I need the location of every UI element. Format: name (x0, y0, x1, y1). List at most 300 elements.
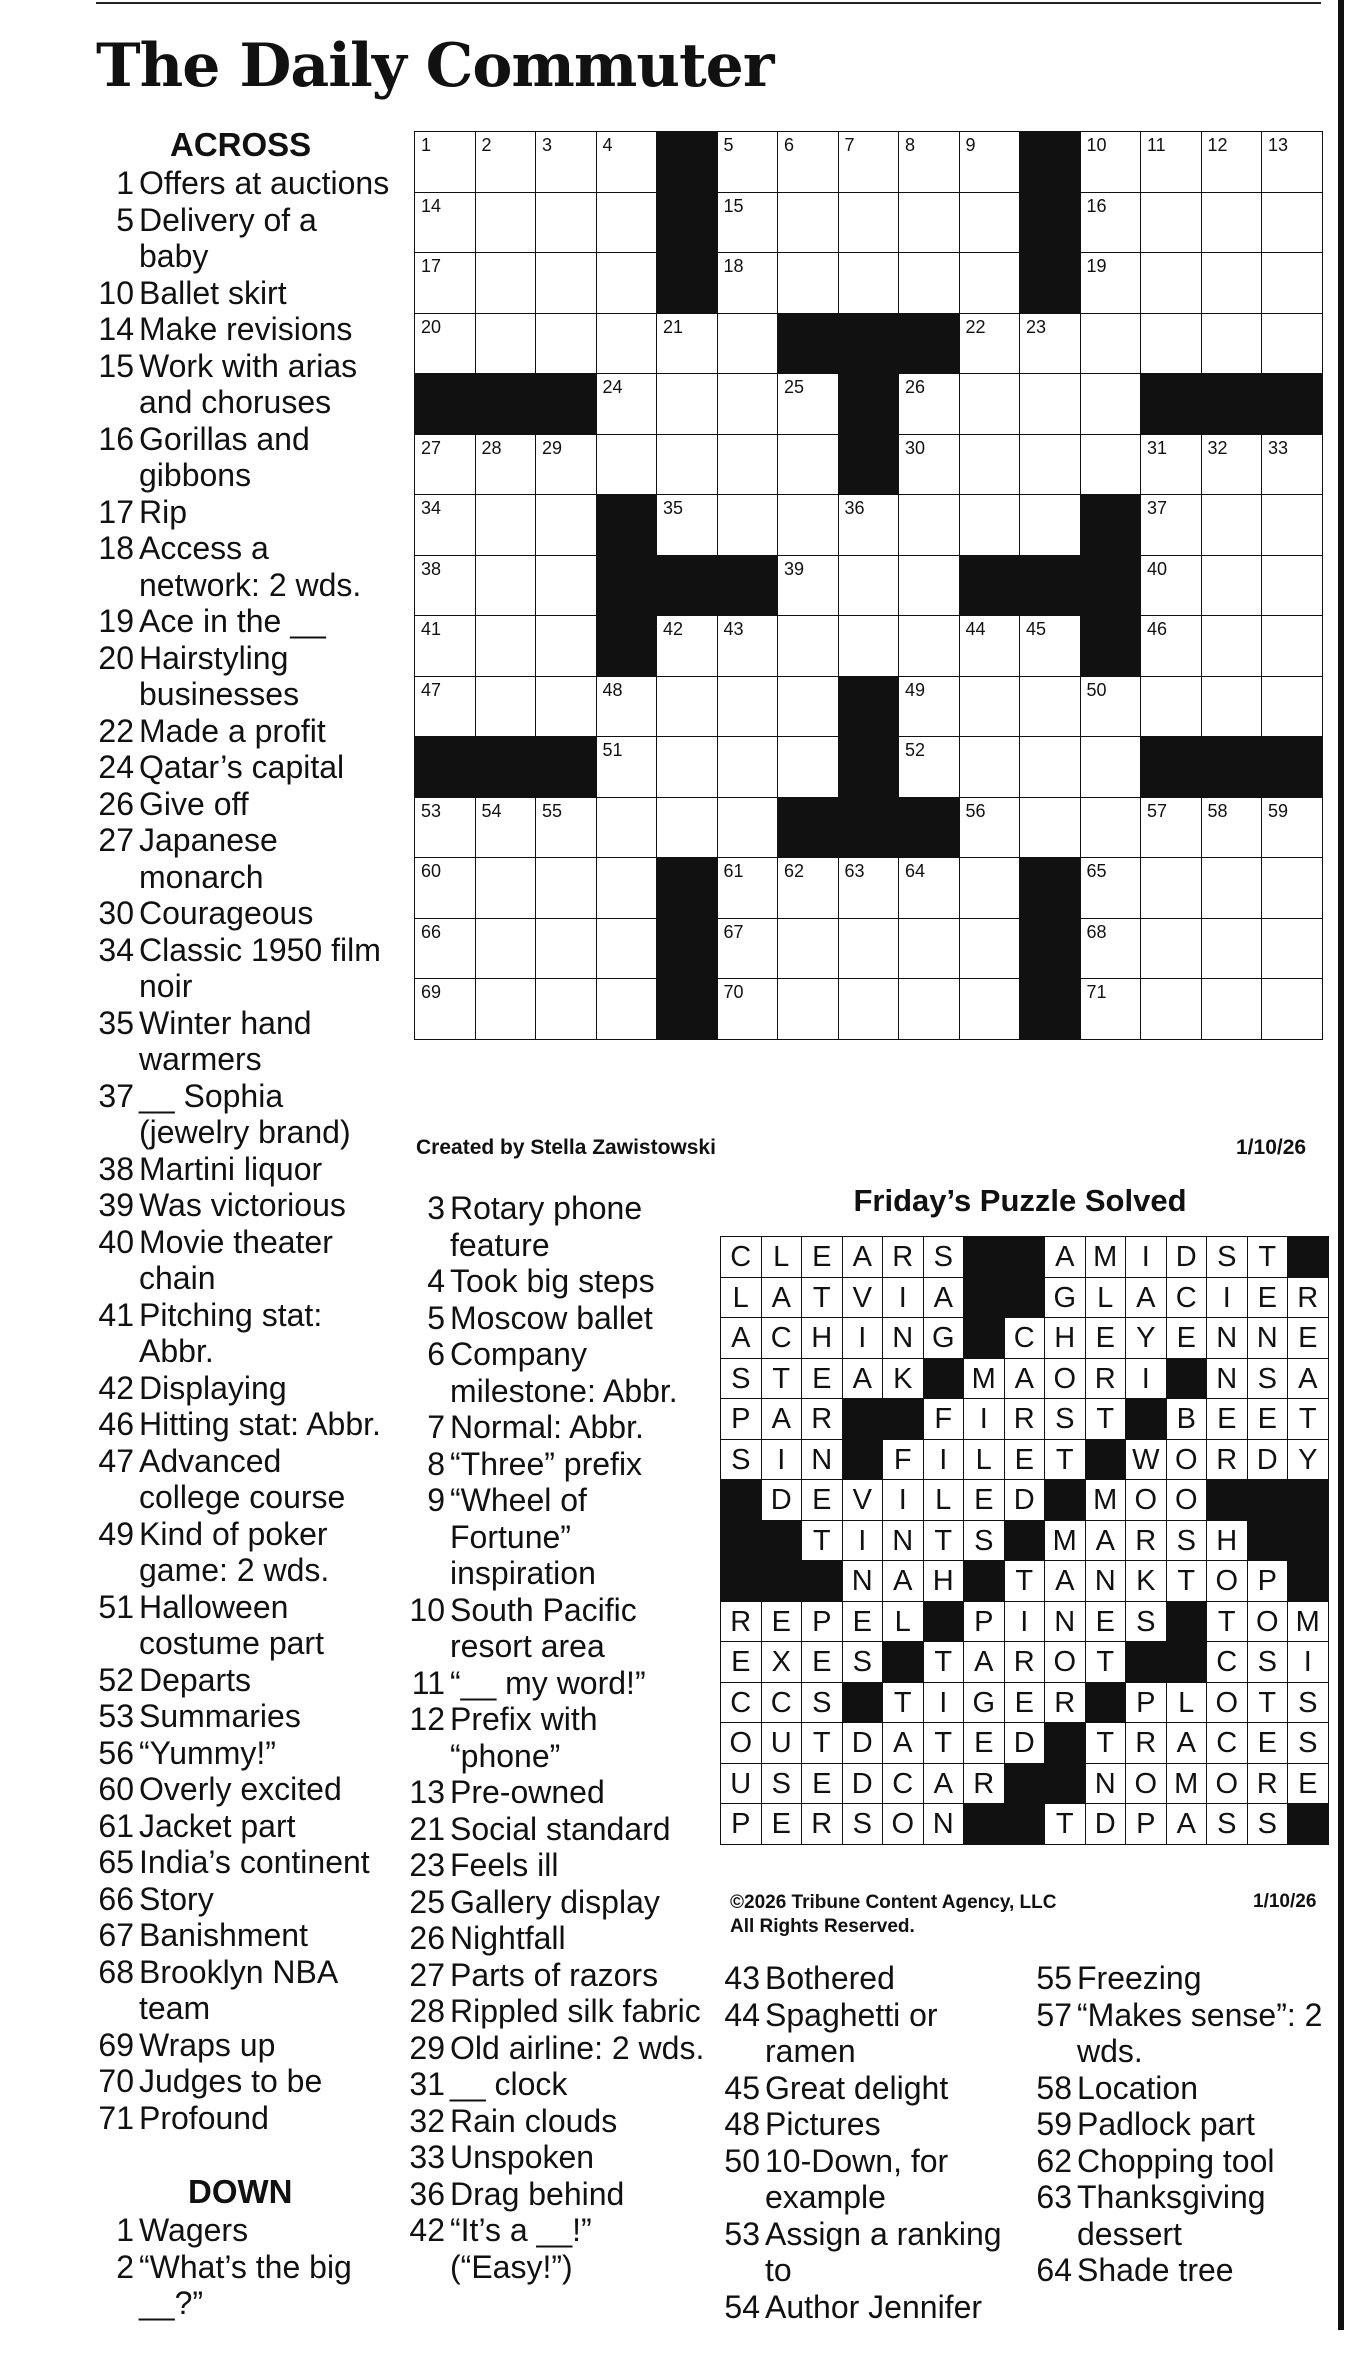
solved-letter: G (923, 1317, 965, 1359)
grid-cell[interactable] (838, 978, 900, 1040)
grid-cell[interactable] (1201, 918, 1263, 980)
grid-cell[interactable] (898, 615, 960, 677)
grid-cell[interactable] (717, 797, 779, 859)
grid-cell[interactable] (414, 676, 476, 738)
cell-number: 34 (421, 498, 442, 518)
grid-cell[interactable] (475, 797, 537, 859)
clue-item (405, 2176, 715, 2213)
grid-cell[interactable] (475, 252, 537, 314)
solved-black-square (963, 1317, 1005, 1359)
grid-cell[interactable] (475, 192, 537, 254)
grid-cell[interactable] (898, 373, 960, 435)
solved-letter: A (1004, 1358, 1046, 1400)
grid-cell[interactable] (838, 131, 900, 193)
clue-text: Padlock part (1077, 2106, 1255, 2142)
solved-letter: T (1206, 1601, 1248, 1643)
black-square (656, 252, 718, 314)
grid-cell[interactable] (1201, 615, 1263, 677)
clue-item (90, 1443, 390, 1516)
solved-letter: T (1085, 1398, 1127, 1440)
grid-cell[interactable] (414, 192, 476, 254)
grid-cell[interactable] (1140, 555, 1202, 617)
grid-cell[interactable] (596, 857, 658, 919)
grid-cell[interactable] (535, 131, 597, 193)
black-square (777, 797, 839, 859)
grid-cell[interactable] (717, 615, 779, 677)
grid-cell[interactable] (535, 192, 597, 254)
black-square (838, 373, 900, 435)
grid-cell[interactable] (959, 615, 1021, 677)
grid-cell[interactable] (1140, 978, 1202, 1040)
black-square (838, 313, 900, 375)
clue-text: Spaghetti or ramen (765, 1996, 938, 2069)
grid-cell[interactable] (1261, 555, 1323, 617)
clue-text: Thanksgiving dessert (1077, 2179, 1266, 2252)
grid-cell[interactable] (1140, 615, 1202, 677)
cell-number: 46 (1147, 619, 1168, 639)
grid-cell[interactable] (1080, 131, 1142, 193)
grid-cell[interactable] (414, 555, 476, 617)
grid-cell[interactable] (475, 131, 537, 193)
grid-cell[interactable] (898, 857, 960, 919)
grid-cell[interactable] (656, 736, 718, 798)
grid-cell[interactable] (656, 676, 718, 738)
grid-cell[interactable] (1080, 978, 1142, 1040)
grid-cell[interactable] (475, 676, 537, 738)
black-square (414, 736, 476, 798)
grid-cell[interactable] (898, 918, 960, 980)
solved-letter: R (963, 1763, 1005, 1805)
grid-cell[interactable] (1261, 857, 1323, 919)
black-square (1019, 252, 1081, 314)
grid-cell[interactable] (1080, 434, 1142, 496)
grid-cell[interactable] (1080, 192, 1142, 254)
solved-letter: R (1125, 1520, 1167, 1562)
cell-number: 47 (421, 679, 442, 700)
grid-cell[interactable] (596, 918, 658, 980)
solved-black-square (761, 1560, 803, 1602)
solved-letter: E (1085, 1601, 1127, 1643)
grid-cell[interactable] (414, 918, 476, 980)
solved-letter: E (761, 1601, 803, 1643)
grid-cell[interactable] (777, 252, 839, 314)
solved-letter: R (1206, 1439, 1248, 1481)
cell-number: 44 (965, 619, 986, 639)
grid-cell[interactable] (414, 252, 476, 314)
cell-number: 55 (542, 800, 563, 821)
grid-cell[interactable] (1261, 434, 1323, 496)
solved-black-square (882, 1398, 924, 1440)
grid-cell[interactable] (959, 918, 1021, 980)
grid-cell[interactable] (414, 857, 476, 919)
clue-text: Wraps up (139, 2026, 276, 2063)
grid-cell[interactable] (1201, 192, 1263, 254)
clue-number: 2 (116, 2248, 134, 2285)
grid-cell[interactable] (1201, 676, 1263, 738)
grid-cell[interactable] (1261, 797, 1323, 859)
grid-cell[interactable] (959, 192, 1021, 254)
solved-letter: L (963, 1439, 1005, 1481)
grid-cell[interactable] (475, 434, 537, 496)
grid-cell[interactable] (596, 252, 658, 314)
grid-cell[interactable] (1201, 131, 1263, 193)
grid-cell[interactable] (1080, 918, 1142, 980)
grid-cell[interactable] (898, 131, 960, 193)
grid-cell[interactable] (777, 857, 839, 919)
solved-letter: I (1125, 1358, 1167, 1400)
clue-number: 29 (409, 2029, 445, 2066)
grid-cell[interactable] (1080, 373, 1142, 435)
grid-cell[interactable] (717, 131, 779, 193)
solved-black-square (963, 1803, 1005, 1845)
grid-cell[interactable] (1261, 676, 1323, 738)
grid-cell[interactable] (898, 555, 960, 617)
grid-cell[interactable] (475, 615, 537, 677)
grid-cell[interactable] (717, 252, 779, 314)
clue-number: 41 (98, 1296, 134, 1333)
grid-cell[interactable] (414, 615, 476, 677)
grid-cell[interactable] (898, 978, 960, 1040)
across-clues (90, 125, 390, 2322)
black-square (475, 373, 537, 435)
grid-cell[interactable] (898, 736, 960, 798)
solved-letter: S (1166, 1520, 1208, 1562)
grid-cell[interactable] (898, 676, 960, 738)
solved-letter: A (923, 1277, 965, 1319)
grid-cell[interactable] (1140, 252, 1202, 314)
cell-number: 35 (663, 498, 684, 518)
grid-cell[interactable] (717, 494, 779, 556)
solved-letter: S (842, 1641, 884, 1683)
clue-item (90, 749, 390, 786)
grid-cell[interactable] (959, 676, 1021, 738)
clue-text: Delivery of a baby (139, 201, 317, 274)
clue-number: 49 (98, 1515, 134, 1552)
grid-cell[interactable] (1019, 373, 1081, 435)
grid-cell[interactable] (475, 555, 537, 617)
grid-cell[interactable] (656, 434, 718, 496)
clue-text: South Pacific resort area (450, 1591, 637, 1664)
solved-black-square (842, 1439, 884, 1481)
grid-cell[interactable] (1140, 494, 1202, 556)
solved-black-square (761, 1520, 803, 1562)
solved-letter: S (842, 1803, 884, 1845)
grid-cell[interactable] (656, 615, 718, 677)
cell-number: 31 (1147, 437, 1168, 458)
grid-cell[interactable] (717, 676, 779, 738)
solved-letter: C (720, 1236, 762, 1278)
solved-letter: A (882, 1722, 924, 1764)
grid-cell[interactable] (596, 373, 658, 435)
grid-cell[interactable] (535, 555, 597, 617)
grid-cell[interactable] (1261, 978, 1323, 1040)
grid-cell[interactable] (535, 676, 597, 738)
grid-cell[interactable] (596, 434, 658, 496)
grid-cell[interactable] (1261, 494, 1323, 556)
grid-cell[interactable] (777, 615, 839, 677)
grid-cell[interactable] (535, 434, 597, 496)
grid-cell[interactable] (1080, 736, 1142, 798)
grid-cell[interactable] (656, 797, 718, 859)
solved-letter: O (1125, 1479, 1167, 1521)
grid-cell[interactable] (959, 797, 1021, 859)
grid-cell[interactable] (414, 797, 476, 859)
solved-letter: C (1166, 1277, 1208, 1319)
solved-letter: M (1085, 1236, 1127, 1278)
grid-cell[interactable] (1201, 252, 1263, 314)
grid-cell[interactable] (777, 373, 839, 435)
grid-cell[interactable] (656, 313, 718, 375)
grid-cell[interactable] (414, 313, 476, 375)
grid-cell[interactable] (1080, 797, 1142, 859)
grid-cell[interactable] (838, 555, 900, 617)
clue-number: 44 (724, 1996, 760, 2033)
cell-number: 25 (784, 377, 805, 397)
grid-cell[interactable] (1019, 615, 1081, 677)
clue-text: Make revisions (139, 311, 353, 347)
grid-cell[interactable] (898, 494, 960, 556)
grid-cell[interactable] (475, 857, 537, 919)
grid-cell[interactable] (1080, 313, 1142, 375)
grid-cell[interactable] (1201, 555, 1263, 617)
grid-cell[interactable] (475, 313, 537, 375)
clue-number: 33 (409, 2139, 445, 2175)
clue-number: 45 (724, 2069, 760, 2106)
clue-number: 22 (98, 712, 134, 749)
grid-cell[interactable] (717, 736, 779, 798)
solved-black-square (1004, 1803, 1046, 1845)
grid-cell[interactable] (777, 978, 839, 1040)
grid-cell[interactable] (838, 192, 900, 254)
grid-cell[interactable] (1201, 978, 1263, 1040)
clue-item (90, 1771, 390, 1808)
grid-cell[interactable] (596, 192, 658, 254)
cell-number: 30 (905, 437, 926, 458)
black-square (1080, 555, 1142, 617)
grid-cell[interactable] (959, 373, 1021, 435)
solved-letter: D (1166, 1236, 1208, 1278)
solved-letter: Y (1125, 1317, 1167, 1359)
clue-text: Brooklyn NBA team (139, 1953, 337, 2026)
clue-item (720, 1997, 1020, 2070)
down-clues-3 (720, 1960, 1020, 2325)
grid-cell[interactable] (1261, 131, 1323, 193)
solved-letter: S (1247, 1641, 1289, 1683)
clue-text: Shade tree (1077, 2252, 1234, 2288)
solved-black-square (1247, 1520, 1289, 1562)
grid-cell[interactable] (1201, 857, 1263, 919)
solved-letter: L (923, 1479, 965, 1521)
clue-item (405, 1263, 715, 1300)
grid-cell[interactable] (1019, 494, 1081, 556)
clue-item (90, 640, 390, 713)
solved-letter: I (842, 1520, 884, 1562)
grid-cell[interactable] (596, 313, 658, 375)
grid-cell[interactable] (959, 131, 1021, 193)
clue-text: Summaries (139, 1698, 301, 1734)
clue-text: “Three” prefix (450, 1445, 643, 1482)
grid-cell[interactable] (838, 615, 900, 677)
clue-number: 13 (409, 1774, 445, 1810)
grid-cell[interactable] (777, 555, 839, 617)
grid-cell[interactable] (596, 676, 658, 738)
grid-cell[interactable] (1140, 192, 1202, 254)
grid-cell[interactable] (535, 615, 597, 677)
grid-cell[interactable] (717, 978, 779, 1040)
clue-item (90, 202, 390, 275)
cell-number: 27 (421, 437, 442, 458)
grid-cell[interactable] (717, 918, 779, 980)
grid-cell[interactable] (656, 494, 718, 556)
grid-cell[interactable] (717, 192, 779, 254)
grid-cell[interactable] (535, 252, 597, 314)
grid-cell[interactable] (475, 494, 537, 556)
solved-letter: C (1004, 1317, 1046, 1359)
grid-cell[interactable] (1261, 918, 1323, 980)
clue-item (405, 2212, 715, 2285)
grid-cell[interactable] (959, 252, 1021, 314)
grid-cell[interactable] (1140, 676, 1202, 738)
cell-number: 41 (421, 619, 442, 639)
grid-cell[interactable] (1261, 192, 1323, 254)
grid-cell[interactable] (1080, 857, 1142, 919)
grid-cell[interactable] (1201, 797, 1263, 859)
clue-text: 10-Down, for example (765, 2142, 949, 2215)
grid-cell[interactable] (535, 313, 597, 375)
solved-letter: T (1085, 1722, 1127, 1764)
grid-cell[interactable] (717, 313, 779, 375)
solved-black-square (1004, 1277, 1046, 1319)
grid-cell[interactable] (535, 797, 597, 859)
clue-number: 58 (1036, 2069, 1072, 2106)
grid-cell[interactable] (1140, 313, 1202, 375)
cell-number: 56 (965, 800, 986, 821)
grid-cell[interactable] (777, 918, 839, 980)
clue-item (90, 1808, 390, 1845)
clue-text: Qatar’s capital (139, 749, 345, 785)
grid-cell[interactable] (535, 978, 597, 1040)
grid-cell[interactable] (898, 434, 960, 496)
clue-item (90, 1151, 390, 1188)
grid-cell[interactable] (777, 192, 839, 254)
solved-letter: S (1247, 1358, 1289, 1400)
grid-cell[interactable] (1261, 615, 1323, 677)
black-square (596, 615, 658, 677)
grid-cell[interactable] (777, 131, 839, 193)
cell-number: 45 (1026, 619, 1047, 639)
grid-cell[interactable] (535, 857, 597, 919)
solved-letter: P (801, 1601, 843, 1643)
grid-cell[interactable] (1261, 313, 1323, 375)
grid-cell[interactable] (414, 434, 476, 496)
grid-cell[interactable] (777, 736, 839, 798)
grid-cell[interactable] (717, 857, 779, 919)
grid-cell[interactable] (596, 131, 658, 193)
solved-date: 1/10/26 (1253, 1891, 1317, 1912)
grid-cell[interactable] (1140, 797, 1202, 859)
grid-cell[interactable] (1080, 676, 1142, 738)
grid-cell[interactable] (898, 252, 960, 314)
grid-cell[interactable] (959, 736, 1021, 798)
cell-number: 13 (1268, 135, 1289, 155)
black-square (1019, 918, 1081, 980)
grid-cell[interactable] (777, 494, 839, 556)
grid-cell[interactable] (959, 434, 1021, 496)
grid-cell[interactable] (1019, 676, 1081, 738)
clue-number: 15 (98, 347, 134, 384)
grid-cell[interactable] (535, 494, 597, 556)
grid-cell[interactable] (959, 494, 1021, 556)
grid-cell[interactable] (777, 676, 839, 738)
grid-cell[interactable] (414, 131, 476, 193)
grid-cell[interactable] (777, 434, 839, 496)
grid-cell[interactable] (1019, 313, 1081, 375)
grid-cell[interactable] (717, 373, 779, 435)
grid-cell[interactable] (414, 978, 476, 1040)
solved-letter: M (963, 1358, 1005, 1400)
clue-number: 9 (427, 1482, 445, 1518)
grid-cell[interactable] (1140, 434, 1202, 496)
grid-cell[interactable] (596, 978, 658, 1040)
solved-letter: R (1044, 1682, 1086, 1724)
solved-letter: S (720, 1439, 762, 1481)
solved-letter: E (1287, 1763, 1329, 1805)
grid-cell[interactable] (1019, 736, 1081, 798)
grid-cell[interactable] (1201, 434, 1263, 496)
clue-number: 37 (98, 1077, 134, 1114)
grid-cell[interactable] (1019, 434, 1081, 496)
cell-number: 66 (421, 921, 442, 942)
solved-letter: B (1166, 1398, 1208, 1440)
grid-cell[interactable] (1019, 797, 1081, 859)
grid-cell[interactable] (959, 313, 1021, 375)
grid-cell[interactable] (838, 857, 900, 919)
solved-letter: A (1166, 1803, 1208, 1845)
grid-cell[interactable] (1201, 313, 1263, 375)
grid-cell[interactable] (1140, 131, 1202, 193)
grid-cell[interactable] (1261, 252, 1323, 314)
grid-cell[interactable] (414, 494, 476, 556)
grid-cell[interactable] (838, 494, 900, 556)
grid-cell[interactable] (596, 736, 658, 798)
grid-cell[interactable] (898, 192, 960, 254)
cell-number: 6 (784, 135, 795, 155)
solved-letter: T (1247, 1682, 1289, 1724)
solved-letter: R (1287, 1277, 1329, 1319)
clue-item (90, 1406, 390, 1443)
grid-cell[interactable] (959, 978, 1021, 1040)
grid-cell[interactable] (475, 978, 537, 1040)
grid-cell[interactable] (475, 918, 537, 980)
grid-cell[interactable] (838, 252, 900, 314)
grid-cell[interactable] (535, 918, 597, 980)
grid-cell[interactable] (1140, 857, 1202, 919)
clue-item (405, 1774, 715, 1811)
clue-item (720, 2216, 1020, 2289)
cell-number: 5 (723, 135, 734, 155)
grid-cell[interactable] (717, 434, 779, 496)
down-list-1 (90, 2212, 390, 2322)
grid-cell[interactable] (1140, 918, 1202, 980)
grid-cell[interactable] (596, 797, 658, 859)
grid-cell[interactable] (656, 373, 718, 435)
clue-text: Unspoken (450, 2139, 595, 2175)
grid-cell[interactable] (838, 918, 900, 980)
crossword-grid[interactable] (414, 131, 1322, 1039)
grid-cell[interactable] (1201, 494, 1263, 556)
grid-cell[interactable] (959, 857, 1021, 919)
grid-cell[interactable] (1080, 252, 1142, 314)
